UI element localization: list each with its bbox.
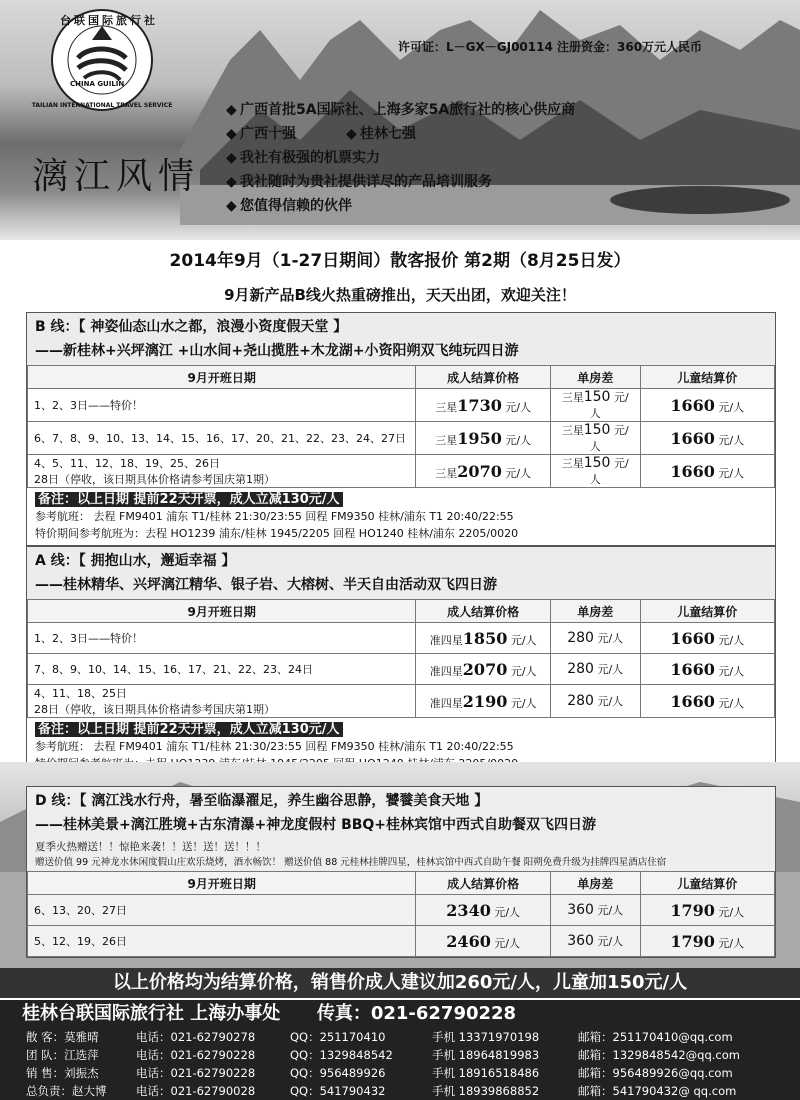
line-a-section [26,546,776,776]
brand-title: 漓江风情 [32,156,201,197]
table-header-row: 9月开班日期 成人结算价格 单房差 儿童结算价 [28,366,775,389]
table-row: 1、2、3日——特价！ 准四星1850 元/人 280 元/人 1660 元/人 [28,623,775,654]
line-a-price-table [27,599,775,718]
diamond-icon: ◆ [226,102,237,118]
license-info: 许可证：L－GX－GJ00114 注册资金：360万元人民币 [398,40,703,54]
line-d-route: ——桂林美景+漓江胜境+古东清瀑+神龙度假村 BBQ+桂林宾馆中西式自助餐双飞四日游 [35,817,597,833]
table-row: 1、2、3日——特价！ 三星1730 元/人 三星150 元/人 1660 元/人 [28,389,775,422]
diamond-icon: ◆ [226,198,237,214]
highlights-list [226,98,575,218]
table-row: 6、7、8、9、10、13、14、15、16、17、20、21、22、23、24、27日 三星1950 元/人 三星150 元/人 1660 元/人 [28,422,775,455]
hero-banner [0,0,800,240]
line-d-title: D 线：【 漓江浅水行舟，暑至临瀑濯足，养生幽谷思静，饕餮美食天地 】 [35,793,489,809]
contact-row: 散 客：莫雅晴 电话：021-62790278 QQ：251170410 手机 13371970198 邮箱：251170410@qq.com [26,1030,733,1044]
line-d-price-table [27,871,775,957]
highlight-item: ◆ 我社有极强的机票实力 [226,146,575,170]
agency-name: 桂林台联国际旅行社 上海办事处 [22,1003,281,1024]
line-d-promo-headline: 夏季火热赠送！！惊艳来袭！！送！送！送！！！ [35,841,266,853]
line-b-flight-info: 参考航班： 去程 FM9401 浦东 T1/桂林 21:30/23:55 回程 FM9350 桂林/浦东 T1 20:40/22:55 [35,510,514,523]
contact-panel [0,1000,800,1100]
highlight-item: ◆ 广西十强 ◆ 桂林七强 [226,122,575,146]
diamond-icon: ◆ [346,126,357,142]
company-logo [14,6,190,114]
highlight-item: ◆ 您值得信赖的伙伴 [226,194,575,218]
line-a-flight-info: 参考航班： 去程 FM9401 浦东 T1/桂林 21:30/23:55 回程 FM9350 桂林/浦东 T1 20:40/22:55 [35,740,514,753]
line-b-price-table [27,365,775,488]
fax-number: 传真：021-62790228 [316,1003,517,1024]
contact-row: 团 队：江选萍 电话：021-62790228 QQ：1329848542 手机 18964819983 邮箱：1329848542@qq.com [26,1048,740,1062]
table-header-row: 9月开班日期 成人结算价格 单房差 儿童结算价 [28,600,775,623]
contact-row: 销 售：刘振杰 电话：021-62790228 QQ：956489926 手机 18916518486 邮箱：956489926@qq.com [26,1066,733,1080]
table-row: 6、13、20、27日 2340 元/人 360 元/人 1790 元/人 [28,895,775,926]
pricing-footnote: 以上价格均为结算价格，销售价成人建议加260元/人，儿童加150元/人 [0,968,800,998]
price-list-subtitle: 9月新产品B线火热重磅推出，天天出团，欢迎关注！ [224,286,576,304]
line-b-title: B 线：【 神姿仙态山水之都，浪漫小资度假天堂 】 [35,319,348,335]
line-a-route: ——桂林精华、兴坪漓江精华、银子岩、大榕树、半天自由活动双飞四日游 [35,577,497,593]
contact-row: 总负责：赵大博 电话：021-62790028 QQ：541790432 手机 18939868852 邮箱：541790432@ qq.com [26,1084,737,1098]
line-a-discount-note: 备注：以上日期 提前22天开票，成人立减130元/人 [35,722,343,737]
table-row: 7、8、9、10、14、15、16、17、21、22、23、24日 准四星2070 元/人 280 元/人 1660 元/人 [28,654,775,685]
logo-text-en-1: CHINA GUILIN [70,80,125,88]
line-b-special-flight-info: 特价期间参考航班为：去程 HO1239 浦东/桂林 1945/2205 回程 HO1240 桂林/浦东 2205/0020 [35,527,519,540]
line-b-discount-note: 备注：以上日期 提前22天开票，成人立减130元/人 [35,492,343,507]
table-row: 4、11、18、25日 28日（停收，该日期具体价格请参考国庆第1期） 准四星2190 元/人 280 元/人 1660 元/人 [28,685,775,718]
table-row: 4、5、11、12、18、19、25、26日 28日（停收，该日期具体价格请参考国庆第1期） 三星2070 元/人 三星150 元/人 1660 元/人 [28,455,775,488]
line-b-route: ——新桂林+兴坪漓江 +山水间+尧山揽胜+木龙湖+小资阳朔双飞纯玩四日游 [35,343,519,359]
line-d-section [26,786,776,958]
line-d-promo-details: 赠送价值 99 元神龙水休闲度假山庄欢乐烧烤，酒水畅饮！ 赠送价值 88 元桂林挂牌四星，桂林宾馆中西式自助午餐 阳朔免费升级为挂牌四星酒店住宿 [35,857,667,868]
highlight-item: ◆ 我社随时为贵社提供详尽的产品培训服务 [226,170,575,194]
highlight-item: ◆ 广西首批5A国际社、上海多家5A旅行社的核心供应商 [226,98,575,122]
table-row: 5、12、19、26日 2460 元/人 360 元/人 1790 元/人 [28,926,775,957]
line-b-section [26,312,776,546]
diamond-icon: ◆ [226,150,237,166]
logo-text-en-2: TAILIAN INTERNATIONAL TRAVEL SERVICE [31,102,173,109]
line-d-promo [27,839,775,871]
price-list-title: 2014年9月（1-27日期间）散客报价 第2期（8月25日发） [169,251,631,271]
diamond-icon: ◆ [226,126,237,142]
diamond-icon: ◆ [226,174,237,190]
logo-text-cn: 台联国际旅行社 [60,14,158,27]
line-a-title: A 线：【 拥抱山水，邂逅幸福 】 [35,553,236,569]
line-b-notes [27,488,775,545]
table-header-row: 9月开班日期 成人结算价格 单房差 儿童结算价 [28,872,775,895]
